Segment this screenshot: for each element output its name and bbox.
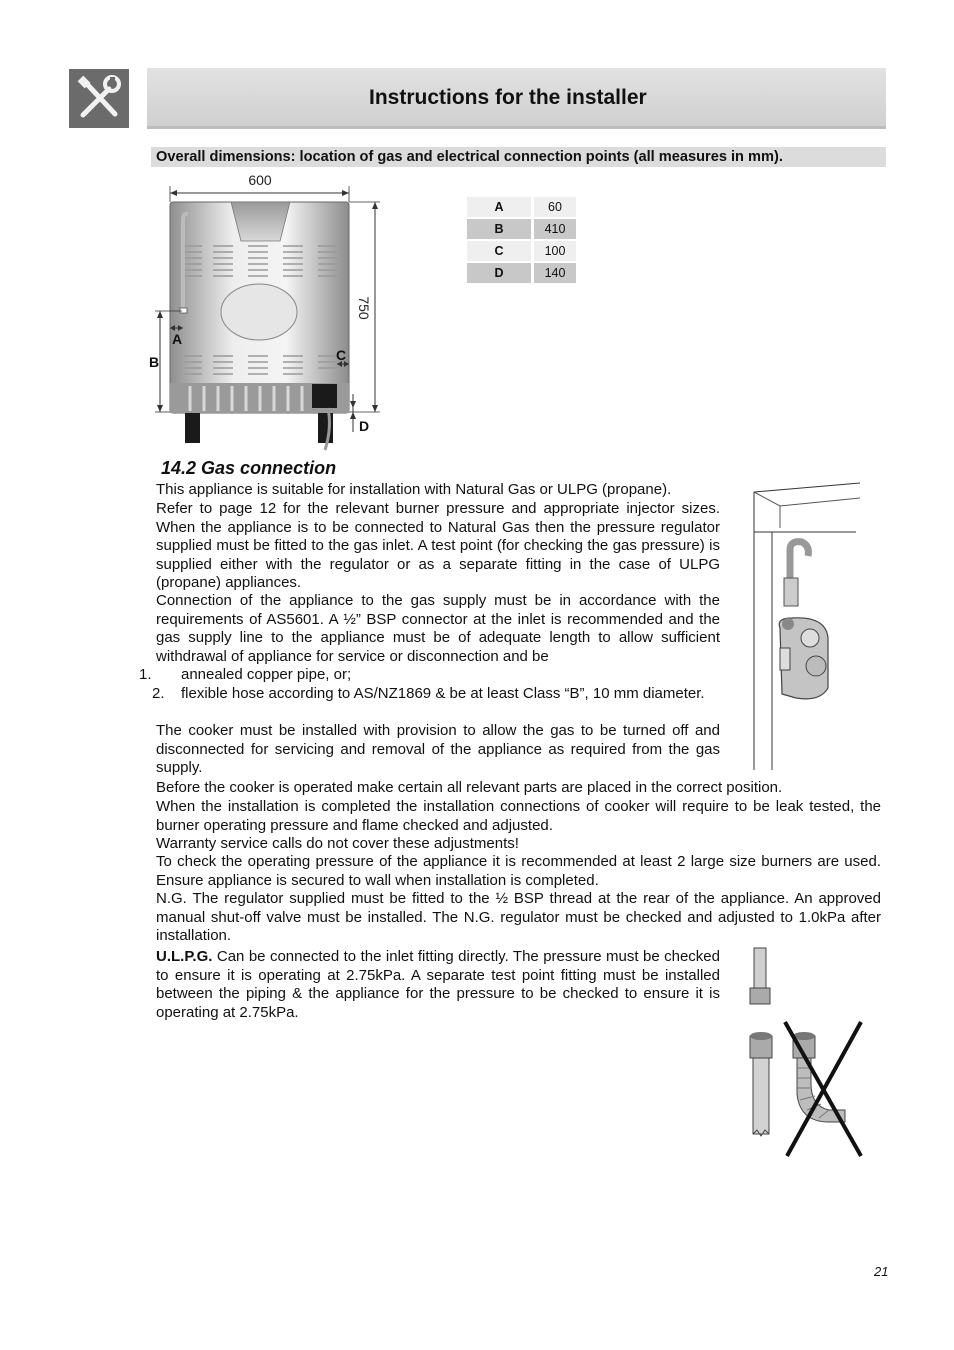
dimension-key: B [467, 219, 534, 239]
list-item: flexible hose according to AS/NZ1869 & be at least Class “B”, 10 mm diameter. [181, 685, 705, 702]
section-title: 14.2 Gas connection [161, 458, 337, 478]
list-item: annealed copper pipe, or; [181, 666, 352, 683]
paragraph: Refer to page 12 for the relevant burner pressure and appropriate injector sizes. When the appliance is to be connected to Natural Gas then the pressure regulator supplied must be fitted to the gas inlet. A test point (for checking the gas pressure) is supplied either with the regulator or as a separate fitting in the case of ULPG (propane) appliances. [156, 500, 720, 592]
ulpg-label: U.L.P.G. [156, 948, 213, 965]
paragraph: To check the operating pressure of the appliance it is recommended at least 2 large size burners are used. Ensure appliance is secured to wall when installation is completed. [156, 853, 881, 889]
dimension-value: 140 [534, 263, 576, 283]
width-label: 600 [248, 172, 272, 188]
table-row [467, 219, 576, 239]
paragraph: N.G. The regulator supplied must be fitted to the ½ BSP thread at the rear of the appliance. An approved manual shut-off valve must be installed. The N.G. regulator must be checked and adjusted to 1.0kPa after installation. [156, 890, 881, 945]
paragraph [156, 948, 720, 1022]
label-d: D [359, 418, 370, 434]
dimension-value: 100 [534, 241, 576, 261]
paragraph: The cooker must be installed with provision to allow the gas to be turned off and disconnected for servicing and removal of the appliance as required from the gas supply. [156, 722, 720, 777]
tools-icon [69, 69, 129, 128]
dimension-value: 410 [534, 219, 576, 239]
paragraph: This appliance is suitable for installation with Natural Gas or ULPG (propane). [156, 481, 672, 498]
table-row [467, 197, 576, 217]
page-title: Instructions for the installer [369, 86, 647, 109]
cooker-rear-diagram [140, 168, 390, 453]
dimension-key: A [467, 197, 534, 217]
dimension-value: 60 [534, 197, 576, 217]
table-row [467, 263, 576, 283]
height-label: 750 [356, 296, 372, 320]
dimension-key: D [467, 263, 534, 283]
dimension-key: C [467, 241, 534, 261]
label-a: A [172, 331, 183, 347]
page-number: 21 [874, 1264, 889, 1279]
ulpg-text: Can be connected to the inlet fitting directly. The pressure must be checked to ensure it is operating at 2.75kPa. A separate test point fitting must be installed between the piping & the appliance for the pressure to be checked to ensure it is operating at 2.75kPa. [156, 948, 720, 1021]
label-c: C [336, 347, 347, 363]
regulator-illustration [750, 478, 860, 770]
list-number: 1. [139, 666, 152, 683]
paragraph: Before the cooker is operated make certain all relevant parts are placed in the correct position. [156, 779, 783, 796]
table-row [467, 241, 576, 261]
dimensions-table [467, 195, 576, 285]
paragraph: When the installation is completed the installation connections of cooker will require to be leak tested, the burner operating pressure and flame checked and adjusted. [156, 798, 881, 834]
list-number: 2. [152, 685, 165, 702]
label-b: B [149, 354, 160, 370]
paragraph: Connection of the appliance to the gas supply must be in accordance with the requirements of AS5601. A ½” BSP connector at the inlet is recommended and the gas supply line to the appliance must be of adequate length to allow sufficient withdrawal of appliance for service or disconnection and be [156, 592, 720, 665]
subheader-title: Overall dimensions: location of gas and electrical connection points (all measures in mm). [156, 149, 783, 165]
pipe-hose-illustration [745, 944, 870, 1164]
paragraph: Warranty service calls do not cover these adjustments! [156, 835, 519, 852]
